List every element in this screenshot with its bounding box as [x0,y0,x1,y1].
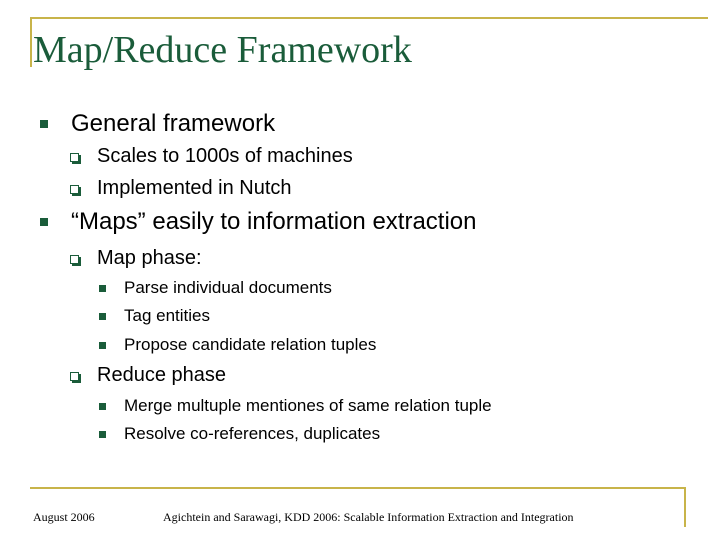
footer-date: August 2006 [33,510,95,524]
bullet-text: Reduce phase [97,364,226,386]
bullet-reduce-phase [97,364,226,387]
bullet-maps-extraction [71,208,477,236]
frame-left-line [30,17,32,67]
bullet-text: General framework [71,110,276,137]
square-bullet-icon [40,218,48,226]
bullet-merge-mentions [124,396,492,416]
bullet-text: “Maps” easily to information extraction [71,208,477,235]
bullet-text: Parse individual documents [124,278,332,297]
footer-credit: Agichtein and Sarawagi, KDD 2006: Scalable Information Extraction and Integration [163,510,574,524]
bullet-tag-entities [124,306,210,326]
hollow-square-bullet-icon [70,153,79,162]
bullet-propose-tuples [124,335,376,355]
hollow-square-bullet-icon [70,255,79,264]
bullet-text: Scales to 1000s of machines [97,145,353,167]
square-bullet-icon [99,313,106,320]
bullet-text: Tag entities [124,306,210,325]
bullet-text: Map phase: [97,247,202,269]
square-bullet-icon [40,120,48,128]
bullet-text: Implemented in Nutch [97,177,292,199]
bullet-resolve-coref [124,424,380,444]
square-bullet-icon [99,403,106,410]
bullet-general-framework [71,110,275,138]
hollow-square-bullet-icon [70,372,79,381]
frame-top-line [30,17,708,19]
square-bullet-icon [99,431,106,438]
slide-title: Map/Reduce Framework [33,29,412,71]
bullet-text: Merge multuple mentiones of same relation tuple [124,396,492,415]
bullet-map-phase [97,247,202,270]
bullet-scales [97,145,353,168]
bullet-text: Propose candidate relation tuples [124,335,377,354]
hollow-square-bullet-icon [70,185,79,194]
frame-right-line [684,487,686,527]
square-bullet-icon [99,285,106,292]
square-bullet-icon [99,342,106,349]
bullet-nutch [97,177,292,200]
bullet-text: Resolve co-references, duplicates [124,424,381,443]
bullet-parse-docs [124,278,332,298]
frame-bottom-line [30,487,685,489]
